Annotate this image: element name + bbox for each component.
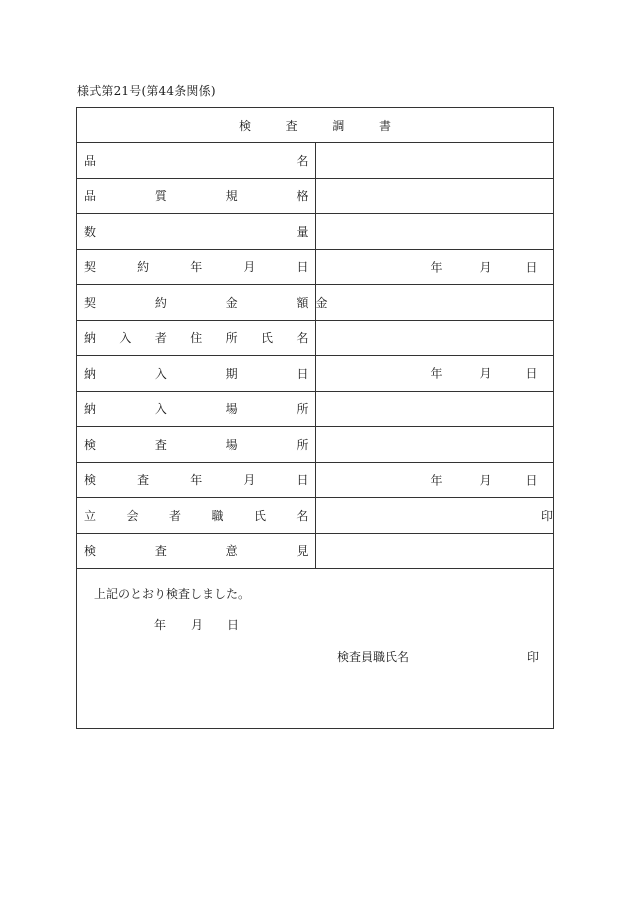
label-delivery-deadline: 納 入 期 日 [77, 356, 315, 392]
inspection-table [77, 108, 553, 569]
form-title [77, 108, 553, 143]
form-number: 様式第21号(第44条関係) [77, 84, 216, 98]
row-supplier-address-name [77, 320, 553, 356]
row-contract-date [77, 249, 553, 285]
row-quality-spec [77, 178, 553, 214]
certification-month: 月 [191, 618, 204, 632]
row-delivery-deadline [77, 356, 553, 392]
title-char: 書 [378, 118, 391, 133]
value-witness-title-name[interactable] [315, 498, 553, 534]
row-inspection-date [77, 462, 553, 498]
row-contract-amount [77, 285, 553, 321]
label-supplier-address-name: 納 入 者 住 所 氏 名 [77, 320, 315, 356]
title-char: 検 [239, 118, 252, 133]
label-witness-title-name: 立 会 者 職 氏 名 [77, 498, 315, 534]
label-contract-date: 契 約 年 月 日 [77, 249, 315, 285]
row-witness-title-name [77, 498, 553, 534]
row-inspection-opinion [77, 533, 553, 569]
label-item-name: 品 名 [77, 143, 315, 179]
value-contract-amount[interactable] [315, 285, 553, 321]
certification-block [77, 569, 553, 729]
row-delivery-place [77, 391, 553, 427]
label-contract-amount: 契 約 金 額 [77, 285, 315, 321]
value-item-name[interactable] [315, 143, 553, 179]
value-inspection-place[interactable] [315, 427, 553, 463]
label-quality-spec: 品 質 規 格 [77, 178, 315, 214]
certification-year: 年 [154, 618, 167, 632]
inspection-report-form [76, 107, 554, 729]
title-row [77, 108, 553, 143]
certification-statement: 上記のとおり検査しました。 [94, 587, 251, 601]
value-inspection-date[interactable]: 年 月 日 [315, 462, 553, 498]
amount-prefix: 金 [315, 295, 328, 310]
value-delivery-deadline[interactable]: 年 月 日 [315, 356, 553, 392]
value-supplier-address-name[interactable] [315, 320, 553, 356]
value-contract-date[interactable]: 年 月 日 [315, 249, 553, 285]
witness-seal-mark: 印 [540, 508, 553, 523]
label-inspection-date: 検 査 年 月 日 [77, 462, 315, 498]
row-quantity [77, 214, 553, 250]
value-quantity[interactable] [315, 214, 553, 250]
title-char: 査 [285, 118, 298, 133]
row-inspection-place [77, 427, 553, 463]
certification-day: 日 [227, 618, 240, 632]
value-quality-spec[interactable] [315, 178, 553, 214]
row-item-name [77, 143, 553, 179]
label-quantity: 数 量 [77, 214, 315, 250]
label-inspection-place: 検 査 場 所 [77, 427, 315, 463]
value-inspection-opinion[interactable] [315, 533, 553, 569]
label-delivery-place: 納 入 場 所 [77, 391, 315, 427]
title-char: 調 [332, 118, 345, 133]
inspector-seal-mark: 印 [527, 650, 540, 664]
label-inspection-opinion: 検 査 意 見 [77, 533, 315, 569]
inspector-label: 検査員職氏名 [337, 650, 410, 664]
value-delivery-place[interactable] [315, 391, 553, 427]
